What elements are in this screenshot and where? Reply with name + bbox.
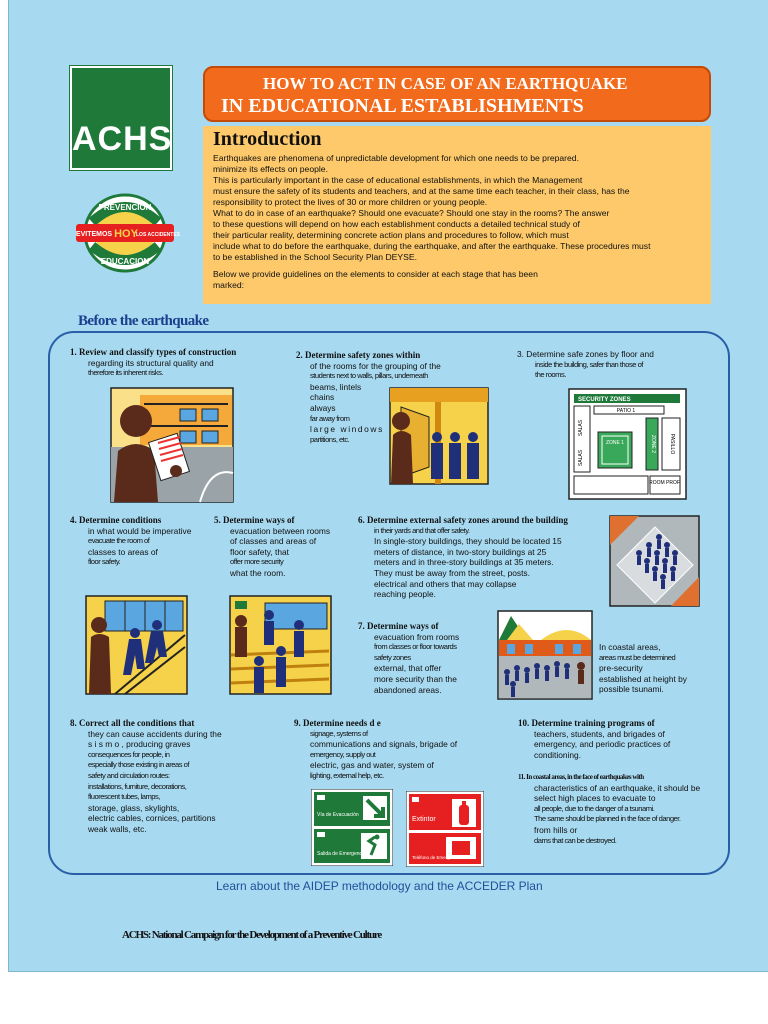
intro-closing-line: Below we provide guidelines on the elements to consider at each stage that has been xyxy=(213,269,538,279)
item-4-heading: 4. Determine conditions xyxy=(70,515,162,525)
seal-top-text: PREVENCION xyxy=(98,203,152,212)
item-4-line: classes to areas of xyxy=(88,546,158,557)
item-5 xyxy=(214,515,344,579)
item-9 xyxy=(294,718,494,782)
item-6-heading: 6. Determine external safety zones around the building xyxy=(358,515,568,525)
item-11 xyxy=(518,772,728,846)
floor-plan-salas-top: SALAS xyxy=(578,419,584,437)
item-6-line: meters of distance, in two-story buildings at 25 xyxy=(374,546,547,557)
illustration-external-zone xyxy=(609,515,700,607)
item-1-line: regarding its structural quality and xyxy=(88,357,214,368)
item-8-heading: 8. Correct all the conditions that xyxy=(70,718,195,728)
seal-center-text: HOY xyxy=(114,228,138,240)
item-2-line: students next to walls, pillars, underneath xyxy=(310,371,428,381)
title-banner xyxy=(203,66,711,122)
item-1-line: therefore its inherent risks. xyxy=(88,368,163,378)
item-4-line: floor safety. xyxy=(88,557,121,567)
item-2-line: partitions, etc. xyxy=(310,434,350,444)
sign-extinguisher-text: Extintor xyxy=(412,816,436,823)
item-3-line: the rooms. xyxy=(535,370,566,380)
item-8-line: storage, glass, skylights, xyxy=(88,802,180,813)
illustration-courtyard-evacuation xyxy=(497,610,593,700)
red-fire-signs xyxy=(406,791,484,867)
item-7-heading: 7. Determine ways of xyxy=(358,621,439,631)
item-9-line: electric, gas and water, system of xyxy=(310,760,434,771)
item-1-heading: 1. Review and classify types of construction xyxy=(70,347,237,357)
title-line-2: IN EDUCATIONAL ESTABLISHMENTS xyxy=(221,95,584,117)
item-10 xyxy=(518,718,718,760)
item-2-line: chains xyxy=(310,392,335,403)
methodology-link-text: Learn about the AIDEP methodology and the ACCEDER Plan xyxy=(216,879,543,893)
intro-line: This is particularly important in the case of educational establishments, in which the Management xyxy=(213,175,583,185)
item-10-line: teachers, students, and brigades of xyxy=(534,728,665,739)
item-2-heading: 2. Determine safety zones within xyxy=(296,350,421,360)
item-7-line: from classes or floor towards xyxy=(374,642,457,652)
item-8-line: safety and circulation routes: xyxy=(88,770,170,780)
item-1 xyxy=(70,347,302,379)
item-7 xyxy=(358,621,488,695)
item-8-line: electric cables, cornices, partitions xyxy=(88,813,216,824)
item-8 xyxy=(70,718,260,835)
floor-plan-zone-1: ZONE 1 xyxy=(605,440,625,446)
item-7-line: abandoned areas. xyxy=(374,684,442,695)
item-11-line: from hills or xyxy=(534,824,578,835)
sign-emergency-phone-text: Teléfono de Emergencia xyxy=(412,855,461,860)
item-5-heading: 5. Determine ways of xyxy=(214,515,295,525)
item-11-line: dams that can be destroyed. xyxy=(534,835,617,845)
item-4-line: evacuate the room of xyxy=(88,536,150,546)
item-6-line: reaching people. xyxy=(374,589,436,600)
item-2-line: large windows xyxy=(310,424,384,435)
item-9-heading: 9. Determine needs d e xyxy=(294,718,381,728)
illustration-safety-zone-wall xyxy=(389,387,489,485)
coastal-note xyxy=(599,642,719,695)
item-5-line: of classes and areas of xyxy=(230,536,317,547)
item-10-line: conditioning. xyxy=(534,749,582,760)
item-3-line: inside the building, safer than those of xyxy=(535,359,643,369)
floor-plan-salas-bottom: SALAS xyxy=(578,449,584,467)
item-11-heading: 11. In coastal areas, in the face of earthquakes with xyxy=(518,773,644,781)
item-2-line: far away from xyxy=(310,413,350,423)
intro-line: minimize its effects on people. xyxy=(213,164,328,174)
seal-left-text: EVITEMOS xyxy=(75,231,113,238)
intro-line: What to do in case of an earthquake? Should one evacuate? Should one stay in the rooms? The answer xyxy=(213,208,610,218)
illustration-floor-plan xyxy=(568,388,687,500)
intro-line: their particular reality, determining concrete action plans and procedures to follow, which must xyxy=(213,230,569,240)
seal-bottom-text: EDUCACION xyxy=(100,257,150,266)
item-6-line: They must be away from the street, posts. xyxy=(374,567,530,578)
item-3 xyxy=(517,349,707,381)
item-11-line: all people, due to the danger of a tsunami. xyxy=(534,803,655,813)
item-2-line: always xyxy=(310,402,336,413)
coastal-note-line: established at height by xyxy=(599,673,687,684)
section-heading-before: Before the earthquake xyxy=(78,313,209,329)
item-5-line: floor safety, that xyxy=(230,546,289,557)
intro-line: Earthquakes are phenomena of unpredictable development for which one needs to be prepared. xyxy=(213,153,579,163)
item-8-line: especially those existing in areas of xyxy=(88,760,189,770)
item-9-line: emergency, supply out xyxy=(310,749,376,759)
item-8-line: weak walls, etc. xyxy=(88,823,147,834)
introduction-heading: Introduction xyxy=(213,128,322,150)
intro-line: to be established in the School Security Plan DEYSE. xyxy=(213,252,417,262)
coastal-note-line: areas must be determined xyxy=(599,652,676,662)
intro-line: must ensure the safety of its students and teachers, and at the same time each teacher, in their class, has the xyxy=(213,186,630,196)
item-11-line: The same should be planned in the face of danger. xyxy=(534,814,681,824)
item-7-line: more security than the xyxy=(374,673,457,684)
title-line-1: HOW TO ACT IN CASE OF AN EARTHQUAKE xyxy=(263,74,628,93)
floor-plan-patio: PATIO 1 xyxy=(616,408,636,414)
coastal-note-line: pre-security xyxy=(599,663,643,674)
item-5-line: evacuation between rooms xyxy=(230,525,331,536)
item-2-line: beams, lintels xyxy=(310,381,362,392)
item-7-line: safety zones xyxy=(374,652,411,662)
item-6-line: In single-story buildings, they should be located 15 xyxy=(374,536,562,547)
intro-closing-line: marked: xyxy=(213,280,245,290)
item-8-line: s i s m o , producing graves xyxy=(88,739,191,750)
campaign-footer: ACHS: National Campaign for the Development of a Preventive Culture xyxy=(122,929,382,941)
item-9-line: signage, systems of xyxy=(310,728,368,738)
item-3-heading: 3. Determine safe zones by floor and xyxy=(517,349,654,359)
item-8-line: they can cause accidents during the xyxy=(88,728,222,739)
intro-line: include what to do before the earthquake, during the earthquake, and after the earthquake. These procedures must xyxy=(213,241,651,251)
intro-line: responsibility to protect the lives of 30 or more children or young people. xyxy=(213,197,488,207)
item-4 xyxy=(70,515,200,568)
illustration-evacuation-route xyxy=(229,595,332,695)
item-8-line: consequences for people, in xyxy=(88,749,170,759)
item-10-line: emergency, and periodic practices of xyxy=(534,739,671,750)
floor-plan-zone-2: ZONE 2 xyxy=(650,434,656,454)
item-6-line: electrical and others that may collapse xyxy=(374,578,517,589)
item-7-line: external, that offer xyxy=(374,663,442,674)
floor-plan-title: SECURITY ZONES xyxy=(578,397,631,403)
coastal-note-line: In coastal areas, xyxy=(599,642,661,652)
sign-evacuation-route-text: Vía de Evacuación xyxy=(317,812,359,818)
item-11-line: characteristics of an earthquake, it should be xyxy=(534,782,701,793)
item-9-line: lighting, external help, etc. xyxy=(310,770,384,780)
achs-logo: ACHS xyxy=(70,66,172,170)
item-6-line: meters and in three-story buildings at 35 meters. xyxy=(374,557,554,568)
floor-plan-room-label: ROOM PROF. xyxy=(649,480,681,486)
item-6 xyxy=(358,515,638,600)
item-4-line: in what would be imperative xyxy=(88,525,192,536)
seal-right-text: LOS ACCIDENTES xyxy=(136,232,180,238)
floor-plan-pasillo: PASILLO xyxy=(669,433,675,455)
item-5-line: offer more security xyxy=(230,557,284,567)
illustration-evacuate-stairs xyxy=(85,595,188,695)
item-11-line: select high places to evacuate to xyxy=(534,793,656,804)
sign-emergency-exit-text: Salida de Emergencia xyxy=(317,851,366,857)
introduction-box xyxy=(203,126,711,304)
coastal-note-line: possible tsunami. xyxy=(599,684,664,695)
item-6-line: in their yards and that offer safety. xyxy=(374,525,470,535)
item-8-line: fluorescent tubes, lamps, xyxy=(88,792,160,802)
item-7-line: evacuation from rooms xyxy=(374,631,460,642)
intro-line: to these questions will depend on how each establishment conducts a detailed technical study of xyxy=(213,219,580,229)
item-10-heading: 10. Determine training programs of xyxy=(518,718,655,728)
item-5-line: what the room. xyxy=(230,567,286,578)
item-2-line: of the rooms for the grouping of the xyxy=(310,360,441,371)
illustration-inspector xyxy=(110,387,234,503)
item-8-line: installations, furniture, decorations, xyxy=(88,781,187,791)
prevention-seal-logo xyxy=(70,192,180,274)
green-evacuation-signs xyxy=(311,789,393,866)
item-9-line: communications and signals, brigade of xyxy=(310,739,458,750)
